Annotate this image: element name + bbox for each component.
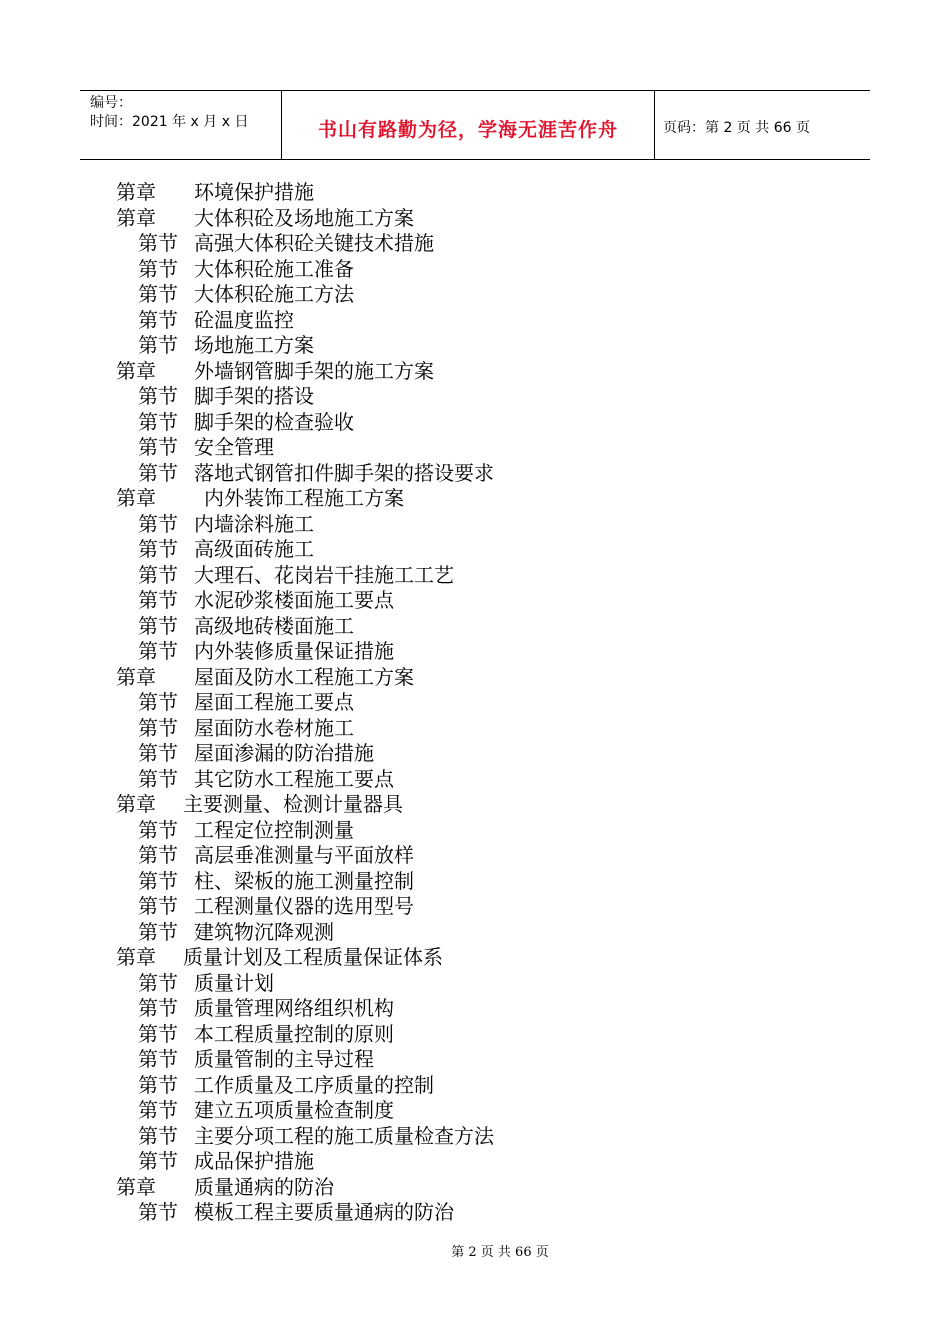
section-title: 质量计划 [194, 970, 274, 995]
section-label: 第节 [138, 1021, 178, 1046]
section-title: 屋面渗漏的防治措施 [194, 741, 374, 765]
section-label: 第节 [138, 639, 178, 663]
section-label: 第节 [138, 435, 178, 459]
section-title: 工程定位控制测量 [194, 817, 354, 842]
section-label: 第节 [138, 613, 178, 638]
section-label: 第节 [138, 1123, 178, 1148]
section-title: 建筑物沉降观测 [194, 919, 334, 944]
section-title: 落地式钢管扣件脚手架的搭设要求 [194, 460, 494, 485]
section-label: 第节 [138, 460, 178, 485]
section-label: 第节 [138, 868, 178, 893]
section-label: 第节 [138, 1098, 178, 1122]
section-label: 第节 [138, 715, 178, 740]
section-title: 大体积砼施工准备 [194, 256, 354, 281]
header-page-cell [655, 91, 870, 159]
section-label: 第节 [138, 1149, 178, 1173]
section-label: 第节 [138, 1047, 178, 1071]
section-label: 第节 [138, 256, 178, 281]
section-label: 第节 [138, 970, 178, 995]
section-label: 第节 [138, 1200, 178, 1224]
section-title: 主要分项工程的施工质量检查方法 [194, 1123, 494, 1148]
section-label: 第节 [138, 919, 178, 944]
section-title: 高级地砖楼面施工 [194, 613, 354, 638]
header-meta-cell [80, 91, 282, 159]
section-title: 屋面防水卷材施工 [194, 715, 354, 740]
section-title: 其它防水工程施工要点 [194, 766, 394, 791]
section-title: 高强大体积砼关键技术措施 [194, 231, 434, 255]
section-title: 柱、梁板的施工测量控制 [194, 868, 414, 893]
section-title: 内墙涂料施工 [194, 511, 314, 536]
section-label: 第节 [138, 690, 178, 714]
section-label: 第节 [138, 766, 178, 791]
chapter-title: 外墙钢管脚手架的施工方案 [194, 358, 434, 383]
section-title: 高层垂准测量与平面放样 [194, 843, 414, 867]
section-label: 第节 [138, 307, 178, 332]
chapter-label: 第章 [116, 664, 156, 689]
chapter-label: 第章 [116, 486, 156, 510]
section-title: 安全管理 [194, 435, 274, 459]
section-title: 大体积砼施工方法 [194, 282, 354, 306]
chapter-title: 大体积砼及场地施工方案 [194, 205, 414, 230]
section-label: 第节 [138, 231, 178, 255]
section-title: 大理石、花岗岩干挂施工工艺 [194, 562, 454, 587]
document-time-label: 时间：2021 年 x 月 x 日 [90, 114, 249, 130]
section-label: 第节 [138, 282, 178, 306]
section-label: 第节 [138, 562, 178, 587]
section-title: 水泥砂浆楼面施工要点 [194, 588, 394, 612]
document-number-label: 编号： [90, 95, 132, 111]
page-footer: 第 2 页 共 66 页 [451, 1245, 549, 1260]
header-motto-cell [282, 91, 655, 159]
motto-text: 书山有路勤为径，学海无涯苦作舟 [317, 119, 618, 141]
section-label: 第节 [138, 843, 178, 867]
section-title: 质量管理网络组织机构 [194, 996, 394, 1020]
chapter-label: 第章 [116, 358, 156, 383]
header-page-info: 页码：第 2 页 共 66 页 [663, 120, 810, 136]
section-label: 第节 [138, 817, 178, 842]
chapter-title: 内外装饰工程施工方案 [204, 486, 404, 510]
section-label: 第节 [138, 588, 178, 612]
chapter-label: 第章 [116, 205, 156, 230]
chapter-title: 质量通病的防治 [194, 1174, 334, 1199]
chapter-title: 屋面及防水工程施工方案 [194, 664, 414, 689]
document-header [80, 90, 870, 160]
section-title: 成品保护措施 [194, 1149, 314, 1173]
section-label: 第节 [138, 741, 178, 765]
section-label: 第节 [138, 333, 178, 357]
chapter-label: 第章 [116, 792, 156, 816]
section-title: 质量管制的主导过程 [194, 1047, 374, 1071]
section-title: 工作质量及工序质量的控制 [194, 1072, 434, 1097]
chapter-title: 环境保护措施 [194, 180, 314, 204]
section-title: 内外装修质量保证措施 [194, 639, 394, 663]
section-title: 脚手架的检查验收 [194, 409, 354, 434]
section-label: 第节 [138, 511, 178, 536]
chapter-label: 第章 [116, 1174, 156, 1199]
section-label: 第节 [138, 409, 178, 434]
chapter-title: 质量计划及工程质量保证体系 [183, 945, 443, 969]
section-label: 第节 [138, 384, 178, 408]
section-title: 砼温度监控 [194, 307, 294, 332]
section-label: 第节 [138, 996, 178, 1020]
section-label: 第节 [138, 1072, 178, 1097]
chapter-title: 主要测量、检测计量器具 [183, 792, 403, 816]
chapter-label: 第章 [116, 180, 156, 204]
section-title: 工程测量仪器的选用型号 [194, 894, 414, 918]
section-title: 建立五项质量检查制度 [194, 1098, 394, 1122]
section-title: 屋面工程施工要点 [194, 690, 354, 714]
chapter-label: 第章 [116, 945, 156, 969]
section-title: 场地施工方案 [194, 333, 314, 357]
section-label: 第节 [138, 537, 178, 561]
section-title: 脚手架的搭设 [194, 384, 314, 408]
section-title: 高级面砖施工 [194, 537, 314, 561]
section-title: 本工程质量控制的原则 [194, 1021, 394, 1046]
section-title: 模板工程主要质量通病的防治 [194, 1200, 454, 1224]
section-label: 第节 [138, 894, 178, 918]
